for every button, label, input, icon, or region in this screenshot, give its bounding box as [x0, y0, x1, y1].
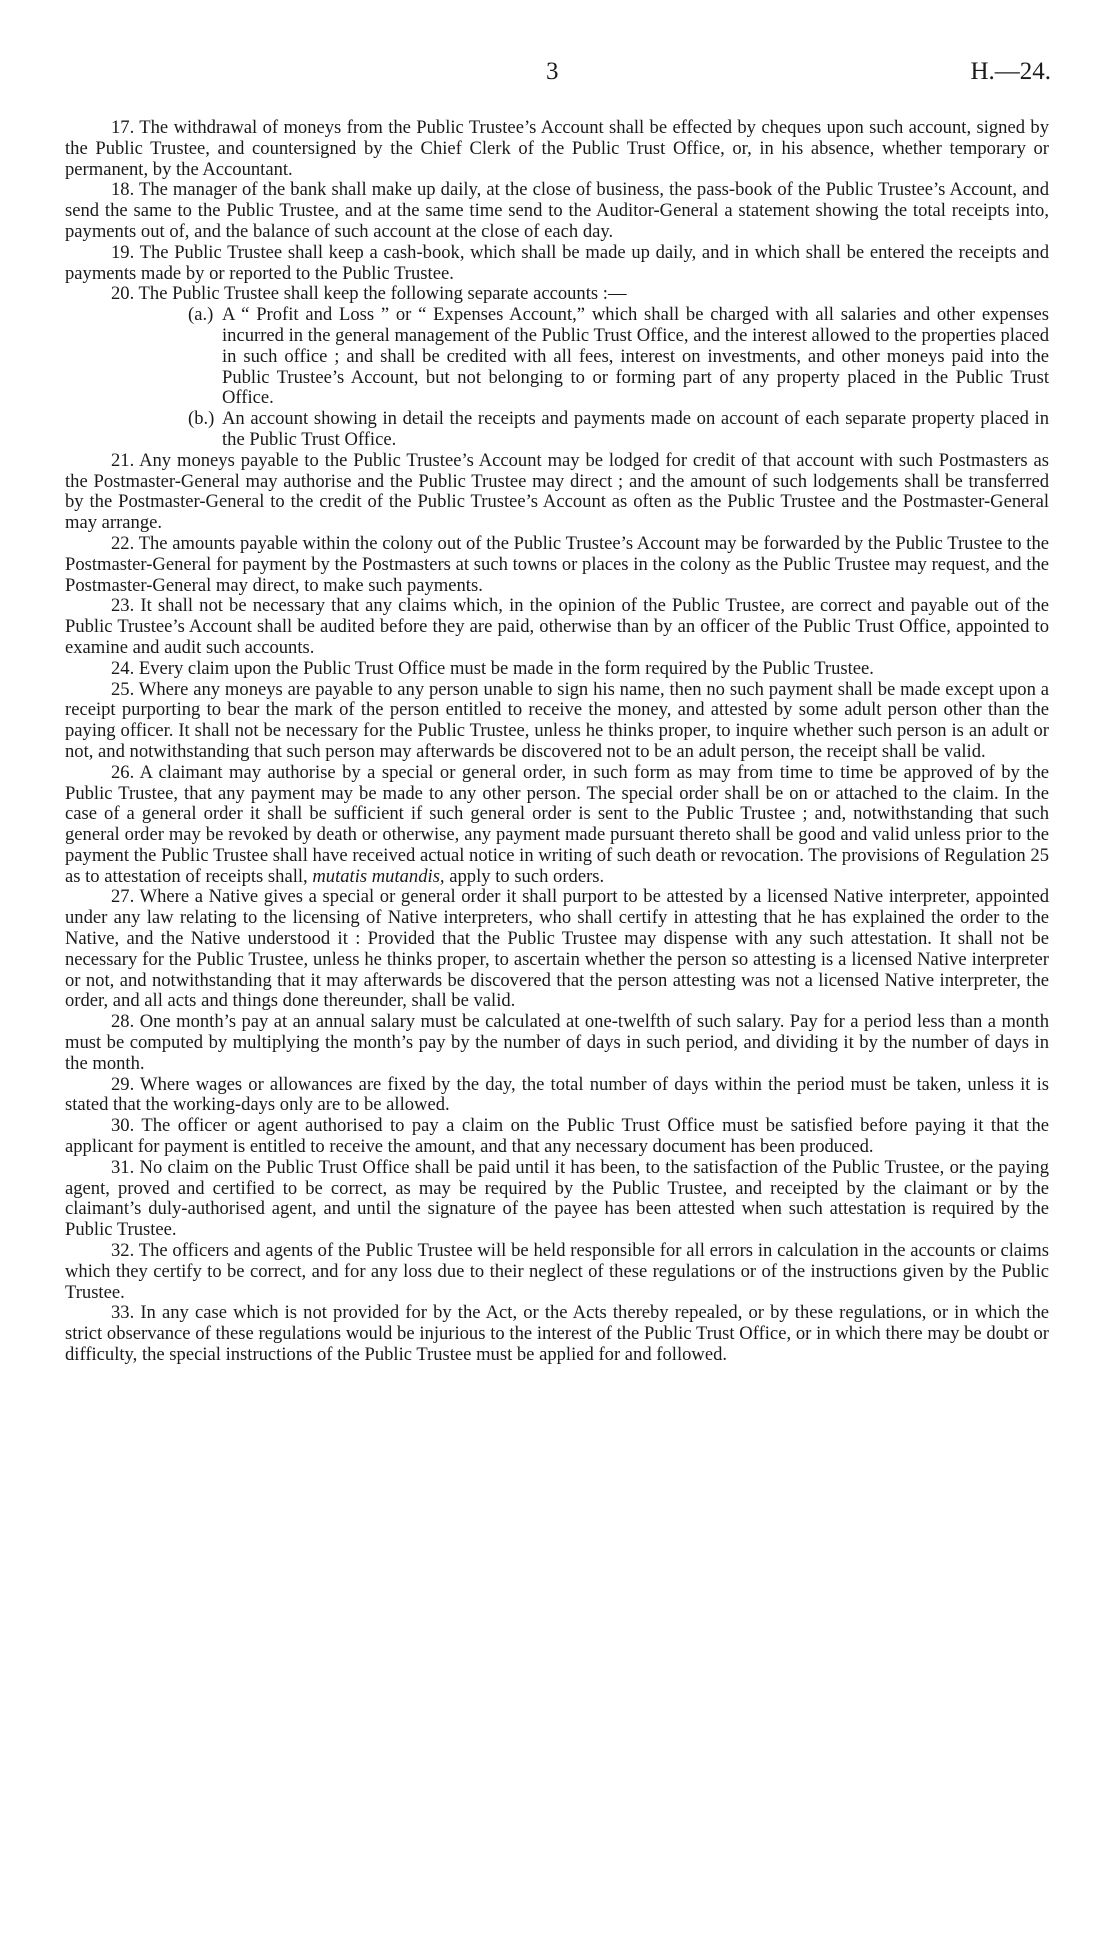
regulation-26-text: 26. A claimant may authorise by a special or general order, in such form as may from time to time be approved of by the Public Trustee, that any payment may be made to any other person. The special order shall be on or attached to the claim. In the case of a general order it shall be sufficient if such general order is sent to the Public Trustee ; and, notwithstanding that such general order may be revoked by death or otherwise, any payment made pursuant thereto shall be good and valid unless prior to the payment the Public Trustee shall have received actual notice in writing of such death or revocation. The provisions of Regulation 25 as to attestation of receipts shall,	[65, 761, 1049, 887]
regulation-32: 32. The officers and agents of the Public Trustee will be held responsible for all errors in calculation in the accounts or claims which they certify to be correct, and for any loss due to their neglect of these regulations or of the instructions given by the Public Trustee.	[65, 1240, 1049, 1303]
regulation-26-text-end: apply to such orders.	[449, 865, 605, 887]
regulation-23: 23. It shall not be necessary that any claims which, in the opinion of the Public Trustee, are correct and payable out of the Public Trustee’s Account shall be audited before they are paid, otherwise than by an officer of the Public Trust Office, appointed to examine and audit such accounts.	[65, 595, 1049, 658]
regulation-28: 28. One month’s pay at an annual salary must be calculated at one-twelfth of such salary. Pay for a period less than a month must be computed by multiplying the month’s pay by the number of days in such period, and dividing it by the number of days in the month.	[65, 1011, 1049, 1074]
regulation-30: 30. The officer or agent authorised to pay a claim on the Public Trust Office must be satisfied before paying it that the applicant for payment is entitled to receive the amount, and that any necessary document has been produced.	[65, 1115, 1049, 1158]
document-body	[65, 118, 1049, 1366]
item-label: (a.)	[188, 304, 214, 326]
regulation-21: 21. Any moneys payable to the Public Trustee’s Account may be lodged for credit of that account with such Postmasters as the Postmaster-General may authorise and the Public Trustee may direct ; and the amount of such lodgements shall be transferred by the Postmaster-General to the credit of the Public Trustee’s Account as often as the Public Trustee and the Postmaster-General may arrange.	[65, 449, 1049, 534]
regulation-17: 17. The withdrawal of moneys from the Public Trustee’s Account shall be effected by cheques upon such account, signed by the Public Trustee, and countersigned by the Chief Clerk of the Public Trust Office, or, in his absence, whether temporary or permanent, by the Accountant.	[65, 117, 1049, 180]
page-header	[0, 58, 1114, 94]
regulation-18: 18. The manager of the bank shall make up daily, at the close of business, the pass-book of the Public Trustee’s Account, and send the same to the Public Trustee, and at the same time send to the Auditor-General a statement showing the total receipts into, payments out of, and the balance of such account at the close of each day.	[65, 179, 1049, 242]
page-number: 3	[546, 58, 559, 85]
item-label: (b.)	[188, 408, 215, 430]
regulation-25: 25. Where any moneys are payable to any person unable to sign his name, then no such payment shall be made except upon a receipt purporting to bear the mark of the person entitled to receive the money, and attested by some adult person other than the paying officer. It shall not be necessary for the Public Trustee, unless he thinks proper, to inquire whether such person is an adult or not, and notwithstanding that such person may afterwards be discovered not to be an adult person, the receipt shall be valid.	[65, 678, 1049, 762]
regulation-22: 22. The amounts payable within the colony out of the Public Trustee’s Account may be forwarded by the Public Trustee to the Postmaster-General for payment by the Postmasters at such towns or places in the colony as the Public Trustee may request, and the Postmaster-General may direct, to make such payments.	[65, 532, 1049, 596]
regulation-33: 33. In any case which is not provided for by the Act, or the Acts thereby repealed, or by these regulations, or in which the strict observance of these regulations would be injurious to the interest of the Public Trust Office, or in which there may be doubt or difficulty, the special instructions of the Public Trustee must be applied for and followed.	[65, 1302, 1049, 1366]
regulation-26-italic: mutatis mutandis,	[312, 865, 445, 887]
regulation-19: 19. The Public Trustee shall keep a cash-book, which shall be made up daily, and in which shall be entered the receipts and payments made by or reported to the Public Trustee.	[65, 241, 1049, 284]
document-reference: H.—24.	[970, 58, 1051, 85]
regulation-31: 31. No claim on the Public Trust Office shall be paid until it has been, to the satisfaction of the Public Trustee, or the paying agent, proved and certified to be correct, as may be required by the Public Trustee, and receipted by the claimant or by the claimant’s duly-authorised agent, and until the signature of the payee has been attested when such attestation is required by the Public Trustee.	[65, 1156, 1049, 1241]
regulation-26	[65, 763, 1049, 888]
regulation-29: 29. Where wages or allowances are fixed by the day, the total number of days within the period must be taken, unless it is stated that the working-days only are to be allowed.	[65, 1073, 1049, 1116]
regulation-20-item-b	[65, 409, 1049, 451]
regulation-20: 20. The Public Trustee shall keep the following separate accounts :—	[111, 283, 627, 305]
regulation-24: 24. Every claim upon the Public Trust Office must be made in the form required by the Public Trustee.	[111, 657, 874, 679]
item-text: A “ Profit and Loss ” or “ Expenses Account,” which shall be charged with all salaries and other expenses incurred in the general management of the Public Trust Office, and the interest allowed to the properties placed in such office ; and shall be credited with all fees, interest on investments, and other moneys paid into the Public Trustee’s Account, but not belonging to or forming part of any property placed in the Public Trust Office.	[222, 304, 1049, 409]
item-text: An account showing in detail the receipts and payments made on account of each separate property placed in the Public Trust Office.	[222, 408, 1049, 450]
regulation-20-item-a	[65, 305, 1049, 409]
regulation-27: 27. Where a Native gives a special or general order it shall purport to be attested by a licensed Native interpreter, appointed under any law relating to the licensing of Native interpreters, who shall certify in attesting that he has explained the order to the Native, and the Native understood it : Provided that the Public Trustee may dispense with any such attestation. It shall not be necessary for the Public Trustee, unless he thinks proper, to ascertain whether the person so attesting is a licensed Native interpreter or not, and notwithstanding that it may afterwards be discovered that the person attesting was not a licensed Native interpreter, the order, and all acts and things done thereunder, shall be valid.	[65, 886, 1049, 1012]
